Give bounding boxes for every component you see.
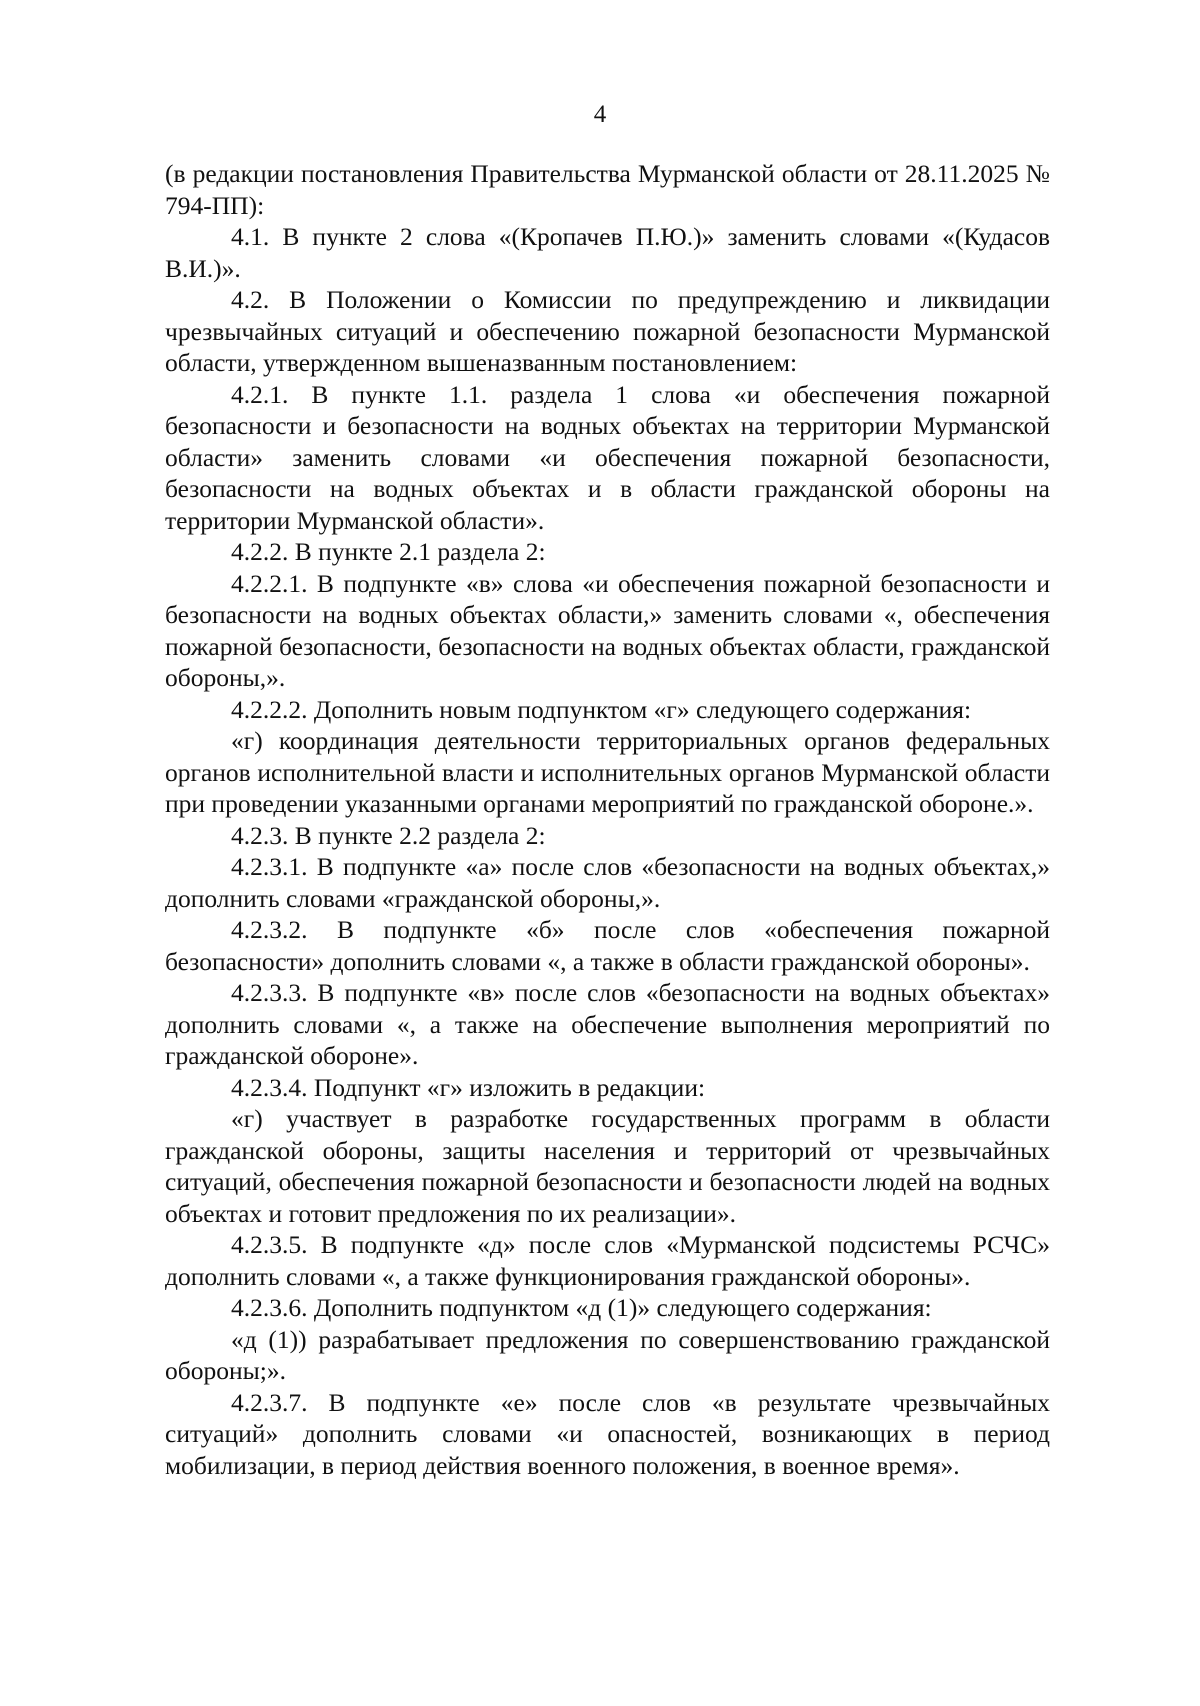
paragraph-4-2-3-6: 4.2.3.6. Дополнить подпунктом «д (1)» следующего содержания:: [231, 1293, 932, 1322]
paragraph-4-1: 4.1. В пункте 2 слова «(Кропачев П.Ю.)» заменить словами «(Кудасов В.И.)».: [165, 222, 1050, 283]
quoted-subitem-g-participates: «г) участвует в разработке государственных программ в области гражданской обороны, защиты населения и территорий от чрезвычайных ситуаций, обеспечения пожарной безопасности и безопасности людей на водных объектах и готовит предложения по их реализации».: [165, 1104, 1050, 1228]
paragraph-4-2-2-2: 4.2.2.2. Дополнить новым подпунктом «г» следующего содержания:: [231, 694, 972, 724]
document-body: [165, 158, 1050, 1481]
paragraph-4-2-2: 4.2.2. В пункте 2.1 раздела 2:: [231, 537, 546, 566]
paragraph-4-2-3-7: 4.2.3.7. В подпункте «е» после слов «в результате чрезвычайных ситуаций» дополнить словами «и опасностей, возникающих в период мобилизации, в период действия военного положения, в военное время».: [165, 1387, 1050, 1480]
paragraph-4-2-2-1: 4.2.2.1. В подпункте «в» слова «и обеспечения пожарной безопасности и безопасности на водных объектах области,» заменить словами «, обеспечения пожарной безопасности, безопасности на водных объектах области, гражданской обороны,».: [165, 568, 1050, 692]
edition-note: (в редакции постановления Правительства Мурманской области от 28.11.2025 № 794-ПП):: [165, 159, 1050, 220]
paragraph-4-2: 4.2. В Положении о Комиссии по предупреждению и ликвидации чрезвычайных ситуаций и обеспечению пожарной безопасности Мурманской области, утвержденном вышеназванным постановлением:: [165, 285, 1050, 377]
paragraph-4-2-3-5: 4.2.3.5. В подпункте «д» после слов «Мурманской подсистемы РСЧС» дополнить словами «, а также функционирования гражданской обороны».: [165, 1230, 1050, 1291]
paragraph-4-2-1: 4.2.1. В пункте 1.1. раздела 1 слова «и обеспечения пожарной безопасности и безопасности на водных объектах на территории Мурманской области» заменить словами «и обеспечения пожарной безопасности, безопасности на водных объектах и в области гражданской обороны на территории Мурманской области».: [165, 379, 1050, 535]
page-number: 4: [593, 101, 607, 128]
paragraph-4-2-3: 4.2.3. В пункте 2.2 раздела 2:: [231, 820, 546, 850]
paragraph-4-2-3-2: 4.2.3.2. В подпункте «б» после слов «обеспечения пожарной безопасности» дополнить словами «, а также в области гражданской обороны».: [165, 915, 1050, 976]
quoted-subitem-d1: «д (1)) разрабатывает предложения по совершенствованию гражданской обороны;».: [165, 1324, 1050, 1385]
paragraph-4-2-3-3: 4.2.3.3. В подпункте «в» после слов «безопасности на водных объектах» дополнить словами «, а также на обеспечение выполнения мероприятий по гражданской обороне».: [165, 978, 1050, 1070]
quoted-subitem-g-coordination: «г) координация деятельности территориальных органов федеральных органов исполнительной власти и исполнительных органов Мурманской области при проведении указанными органами мероприятий по гражданской обороне.».: [165, 726, 1050, 818]
paragraph-4-2-3-4: 4.2.3.4. Подпункт «г» изложить в редакции:: [231, 1072, 706, 1102]
paragraph-4-2-3-1: 4.2.3.1. В подпункте «а» после слов «безопасности на водных объектах,» дополнить словами «гражданской обороны,».: [165, 852, 1050, 913]
